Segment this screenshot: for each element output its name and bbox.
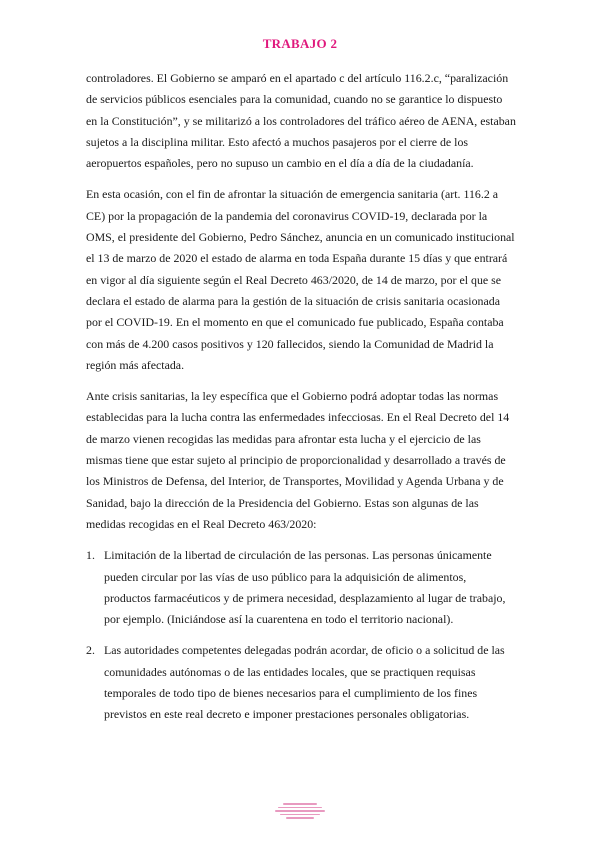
document-body (86, 68, 516, 736)
paragraph: controladores. El Gobierno se amparó en el apartado c del artículo 116.2.c, “paralización de servicios públicos esenciales para la comunidad, cuando no se garantice lo dispuesto en la Constitución”, y se militarizó a los controladores del tráfico aéreo de AENA, estaban sujetos a la disciplina militar. Esto afectó a muchos pasajeros por el cierre de los aeropuertos españoles, pero no supuso un cambio en el día a día de la ciudadanía. (86, 71, 516, 171)
list-item (86, 640, 516, 725)
paragraph: Ante crisis sanitarias, la ley específica que el Gobierno podrá adoptar todas las normas establecidas para la lucha contra las enfermedades infecciosas. En el Real Decreto del 14 de marzo vienen recogidas las medidas para afrontar esta lucha y el ejercicio de las mismas tiene que estar sujeto al principio de proporcionalidad y desarrollado a través de los Ministros de Defensa, del Interior, de Transportes, Movilidad y Agenda Urbana y de Sanidad, bajo la dirección de la Presidencia del Gobierno. Estas son algunas de las medidas recogidas en el Real Decreto 463/2020: (86, 389, 510, 531)
measures-list (86, 545, 516, 725)
list-item-number: 2. (86, 643, 95, 658)
watermark-logo-icon (270, 796, 330, 826)
list-item (86, 545, 516, 630)
page-title: TRABAJO 2 (262, 36, 338, 51)
paragraph: En esta ocasión, con el fin de afrontar la situación de emergencia sanitaria (art. 116.2 a CE) por la propagación de la pandemia del coronavirus COVID-19, declarada por la OMS, el presidente del Gobierno, Pedro Sánchez, anuncia en un comunicado institucional el 13 de marzo de 2020 el estado de alarma en toda España durante 15 días y que entrará en vigor al día siguiente según el Real Decreto 463/2020, de 14 de marzo, por el que se declara el estado de alarma para la gestión de la situación de crisis sanitaria ocasionada por el COVID-19. En el momento en que el comunicado fue publicado, España contaba con más de 4.200 casos positivos y 120 fallecidos, siendo la Comunidad de Madrid la región más afectada. (86, 187, 515, 372)
list-item-text: Las autoridades competentes delegadas podrán acordar, de oficio o a solicitud de las comunidades autónomas o de las entidades locales, que se practiquen requisas temporales de todo tipo de bienes necesarios para el cumplimiento de los fines previstos en este real decreto e imponer prestaciones personales obligatorias. (104, 643, 505, 722)
list-item-number: 1. (86, 548, 95, 563)
list-item-text: Limitación de la libertad de circulación de las personas. Las personas únicamente pueden circular por las vías de uso público para la adquisición de alimentos, productos farmacéuticos y de primera necesidad, desplazamiento al lugar de trabajo, por ejemplo. (Iniciándose así la cuarentena en todo el territorio nacional). (104, 548, 506, 627)
